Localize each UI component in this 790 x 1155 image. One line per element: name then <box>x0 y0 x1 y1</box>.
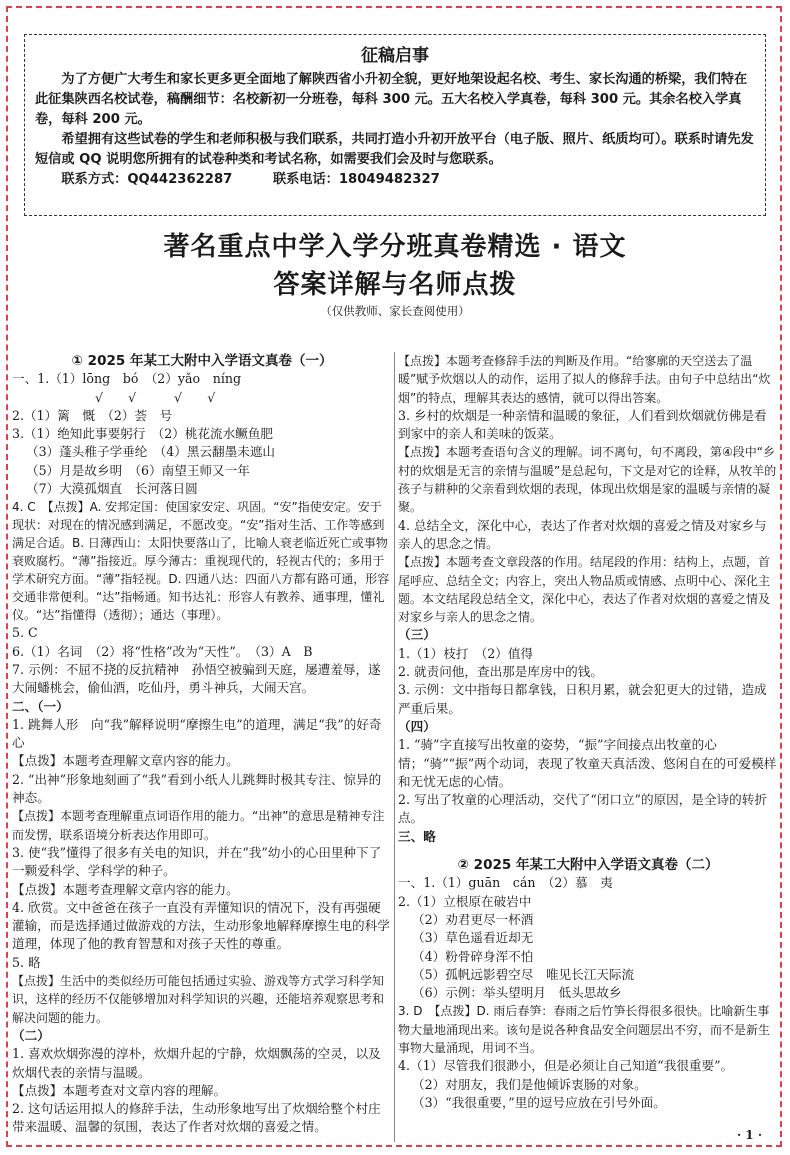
answer-line: 3. 示例：文中指每日都拿钱，日积月累，就会犯更大的过错，造成严重后果。 <box>398 682 767 716</box>
answer-line: （3）草色遥看近却无 <box>412 930 534 946</box>
answer-line: （2）对朋友，我们是他倾诉衷肠的对象。 <box>412 1076 647 1092</box>
answer-line: （5）孤帆远影碧空尽 唯见长江天际流 <box>412 966 635 982</box>
answer-line: 4. 总结全文，深化中心，表达了作者对炊烟的喜爱之情及对家乡与亲人的思念之情。 <box>398 517 767 551</box>
answer-line: （6）示例：举头望明月 低头思故乡 <box>412 985 622 1001</box>
document-title: 著名重点中学入学分班真卷精选 · 语文 <box>163 232 627 262</box>
answer-with-tip: 4. C 【点拨】A. 安邦定国：使国家安定、巩固。“安”指使安定。安于现状：对现在的情况感到满足，不愿改变。“安”指对生活、工作等感到满足合适。B. 日薄西山：太阳快要落山了，比喻人衰老临近死亡或事物衰败腐朽。“薄”指接近。厚今薄古：重视现代的，轻视古代的；多用于学术研究方面。“薄”指轻视。D. 四通八达：四面八方都有路可通，形容交通非常便利。“达”指畅通。知书达礼：形容人有教养、通事理，懂礼仪。“达”指懂得（透彻）；通达（事理）。 <box>12 500 390 623</box>
page-number: · 1 · <box>736 1128 762 1142</box>
column-divider <box>394 352 395 1142</box>
answer-line: 2. 就责问他，查出那是库房中的钱。 <box>398 664 603 680</box>
tip-line: 【点拨】本题考查理解重点词语作用的能力。“出神”的意思是精神专注而发愣，联系语境分析表达作用即可。 <box>12 809 385 842</box>
answer-line: 5. 略 <box>12 954 41 970</box>
answer-line: 4.（1）尽管我们很渺小，但是必须让自己知道“我很重要”。 <box>398 1058 734 1074</box>
left-column <box>12 352 392 1137</box>
notice-title: 征稿启事 <box>361 46 429 66</box>
section-heading: （二） <box>12 1027 50 1043</box>
answer-line: 1. 跳舞人形 向“我”解释说明“摩擦生电”的道理，满足“我”的好奇心 <box>12 716 382 751</box>
section-heading: （四） <box>398 718 436 734</box>
answer-line: （3）蓬头稚子学垂纶 （4）黑云翻墨未遮山 <box>26 444 276 460</box>
answer-line: 7. 示例：不屈不挠的反抗精神 孙悟空被骗到天庭，屡遭羞辱，遂大闹蟠桃会，偷仙酒，吃仙丹，勇斗神兵，大闹天宫。 <box>12 661 381 696</box>
answer-line: （5）月是故乡明 （6）南望王师又一年 <box>26 462 250 478</box>
answer-line: 一、1.（1）guān cán （2）慕 夷 <box>398 875 613 891</box>
answer-line: 2.（1）立根原在破岩中 <box>398 893 532 909</box>
notice-paragraph-1: 为了方便广大考生和家长更多更全面地了解陕西省小升初全貌，更好地架设起名校、考生、家长沟通的桥梁，我们特在此征集陕西名校试卷，稿酬细节：名校新初一分班卷，每科 300 元。五大名校入学真卷，每科 300 元。其余名校入学真卷，每科 200 元。 <box>35 72 748 127</box>
answer-line: （7）大漠孤烟直 长河落日圆 <box>26 481 198 497</box>
answer-line: 2. 写出了牧童的心理活动，交代了“闭口立”的原因，是全诗的转折点。 <box>398 792 767 826</box>
answer-line: 1.（1）枝打 （2）值得 <box>398 645 534 661</box>
usage-note: （仅供教师、家长查阅使用） <box>320 304 470 318</box>
document-subtitle: 答案详解与名师点拨 <box>273 270 517 300</box>
answer-line: 2.（1）篱 慨 （2）荟 号 <box>12 407 173 423</box>
notice-paragraph-2: 希望拥有这些试卷的学生和老师积极与我们联系，共同打造小升初开放平台（电子版、照片、纸质均可）。联系时请先发短信或 QQ 说明您所拥有的试卷种类和考试名称，如需要我们会及时与您联系。 <box>35 132 754 167</box>
answer-line: （3）“我很重要，”里的逗号应放在引号外面。 <box>412 1094 666 1110</box>
answer-checkmarks: √ √ √ √ <box>32 389 216 405</box>
section-heading: （三） <box>398 627 436 643</box>
tip-line: 【点拨】本题考查文章段落的作用。结尾段的作用：结构上，点题，首尾呼应、总结全文；内容上，突出人物品质或情感、点明中心、深化主题。本文结尾段总结全文，深化中心，表达了作者对炊烟的喜爱之情及对家乡与亲人的思念之情。 <box>398 555 771 625</box>
answer-with-tip: 3. D 【点拨】D. 雨后春笋：春雨之后竹笋长得很多很快。比喻新生事物大量地涌现出来。该句是说各种食品安全问题层出不穷，而不是新生事物大量涌现，用词不当。 <box>398 1004 771 1055</box>
section-heading: 三、略 <box>398 828 436 844</box>
answer-line: 2. 这句话运用拟人的修辞手法，生动形象地写出了炊烟给整个村庄带来温暖、温馨的氛围，表达了作者对炊烟的喜爱之情。 <box>12 1101 381 1135</box>
answer-line: 3. 乡村的炊烟是一种亲情和温暖的象征，人们看到炊烟就仿佛是看到家中的亲人和美味的饭菜。 <box>398 407 767 442</box>
call-for-papers-box <box>24 34 766 216</box>
contact-qq: 联系方式：QQ442362287 <box>61 172 233 187</box>
answer-line: 3. 使“我”懂得了很多有关电的知识，并在“我”幼小的心田里种下了一颗爱科学、学科学的种子。 <box>12 844 382 879</box>
answer-line: （4）粉骨碎身浑不怕 <box>412 948 534 964</box>
answer-line: 3.（1）绝知此事要躬行 （2）桃花流水鳜鱼肥 <box>12 426 274 442</box>
tip-line: 【点拨】本题考查修辞手法的判断及作用。“给寥廓的天空送去了温暖”赋予炊烟以人的动作，运用了拟人的修辞手法。由句子中总结出“炊烟”的特点，理解其表达的感情，就可以得出答案。 <box>398 354 771 405</box>
tip-line: 【点拨】本题考查对文章内容的理解。 <box>12 1082 227 1098</box>
answer-line: 6.（1）名词 （2）将“性格”改为“天性”。 （3）A B <box>12 643 313 659</box>
answer-line: 一、1.（1）lōng bó （2）yǎo níng <box>12 371 242 387</box>
answer-line: 2. “出神”形象地刻画了“我”看到小纸人儿跳舞时极其专注、惊异的神态。 <box>12 771 382 806</box>
contact-line <box>61 170 755 190</box>
contact-tel: 联系电话：18049482327 <box>272 172 440 187</box>
answer-line: （2）劝君更尽一杯酒 <box>412 911 534 927</box>
tip-line: 【点拨】本题考查理解文章内容的能力。 <box>12 881 239 897</box>
section-title: ② 2025 年某工大附中入学语文真卷（二） <box>457 857 719 874</box>
right-column <box>398 352 778 1112</box>
tip-line: 【点拨】本题考查理解文章内容的能力。 <box>12 753 239 769</box>
tip-line: 【点拨】本题考查语句含义的理解。词不离句，句不离段，第④段中“乡村的炊烟是无言的亲情与温暖”是总起句，下文是对它的诠释，从牧羊的孩子与耕种的父亲看到炊烟的表现，体现出炊烟是家的温暖与亲情的凝聚。 <box>398 445 777 515</box>
section-title: ① 2025 年某工大附中入学语文真卷（一） <box>71 353 333 369</box>
answer-line: 1. “骑”字直接写出牧童的姿势，“振”字间接点出牧童的心情；“骑”“振”两个动词，表现了牧童天真活泼、悠闲自在的可爱模样和无忧无虑的心情。 <box>398 737 777 789</box>
tip-line: 【点拨】生活中的类似经历可能包括通过实验、游戏等方式学习科学知识，这样的经历不仅能够增加对科学知识的兴趣，还能培养观察思考和解决问题的能力。 <box>12 974 385 1025</box>
section-heading: 二、（一） <box>12 698 69 714</box>
answer-line: 5. C <box>12 625 38 641</box>
answer-line: 4. 欣赏。文中爸爸在孩子一直没有弄懂知识的情况下，没有再强硬灌输，而是选择通过做游戏的方法，生动形象地解释摩擦生电的科学道理，体现了他的教育智慧和对孩子天性的尊重。 <box>12 899 390 952</box>
answer-line: 1. 喜欢炊烟弥漫的淳朴，炊烟升起的宁静，炊烟飘荡的空灵，以及炊烟代表的亲情与温暖。 <box>12 1046 381 1080</box>
